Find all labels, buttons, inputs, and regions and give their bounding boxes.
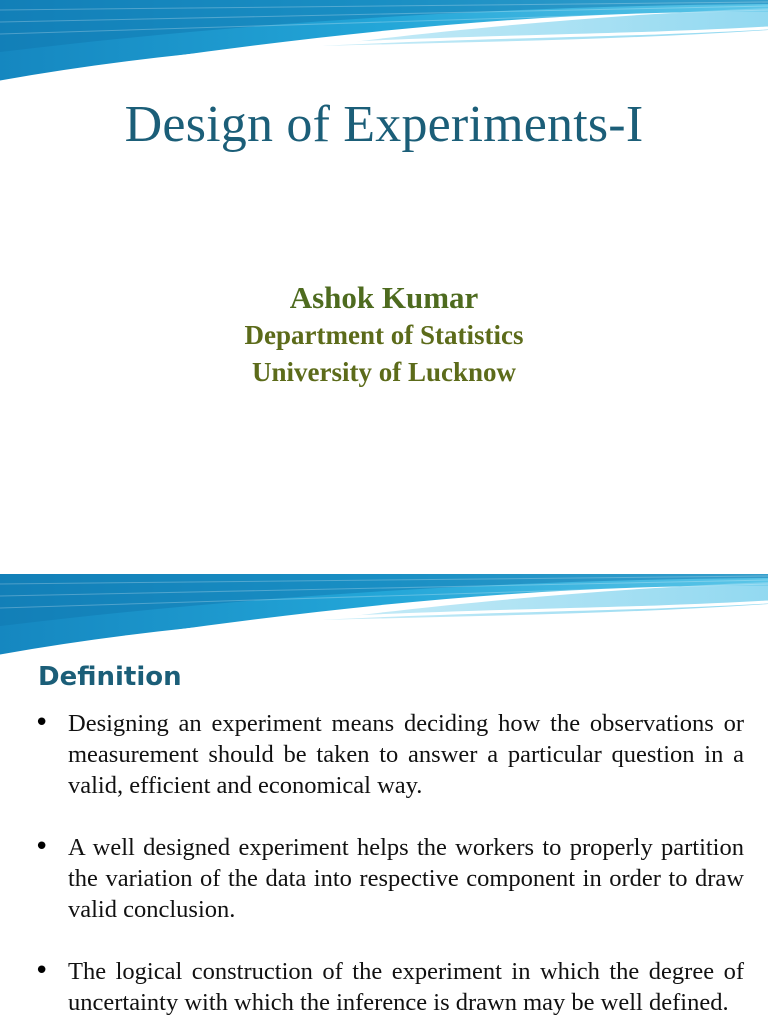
department-name: Department of Statistics xyxy=(244,320,524,350)
bullet-list xyxy=(32,708,744,1024)
bullet-icon: • xyxy=(34,832,50,862)
wave-header-decoration xyxy=(0,0,768,90)
section-heading: Definition xyxy=(38,662,182,692)
list-item xyxy=(32,708,744,801)
list-item xyxy=(32,956,744,1018)
bullet-icon: • xyxy=(34,708,50,738)
bullet-text: The logical construction of the experiment in which the degree of uncertainty with which the inference is drawn may be well defined. xyxy=(68,958,744,1016)
list-item xyxy=(32,832,744,925)
bullet-text: A well designed experiment helps the workers to properly partition the variation of the data into respective component in order to draw valid conclusion. xyxy=(68,834,744,923)
university-name: University of Lucknow xyxy=(251,357,516,387)
wave-header-decoration xyxy=(0,574,768,664)
bullet-text: Designing an experiment means deciding how the observations or measurement should be taken to answer a particular question in a valid, efficient and economical way. xyxy=(68,710,744,799)
definition-slide xyxy=(0,574,768,1024)
author-name: Ashok Kumar xyxy=(289,280,479,315)
bullet-icon: • xyxy=(34,956,50,986)
slide-title: Design of Experiments-I xyxy=(124,96,644,153)
